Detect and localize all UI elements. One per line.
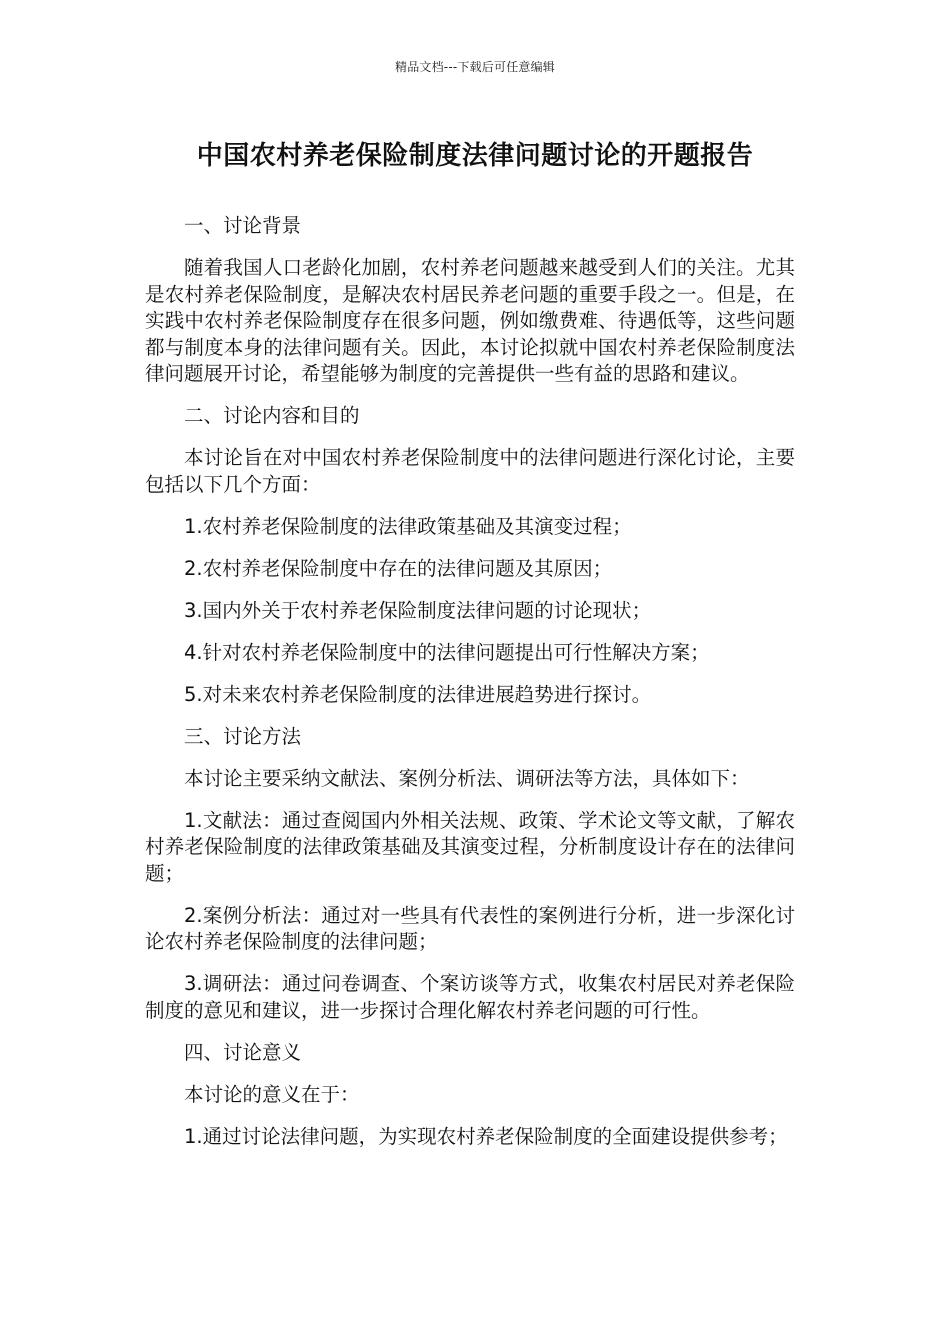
section-heading-background: 一、讨论背景 [184, 214, 302, 237]
paragraph-methods-intro: 本讨论主要采纳文献法、案例分析法、调研法等方法，具体如下： [184, 766, 750, 790]
paragraph-content-intro: 本讨论旨在对中国农村养老保险制度中的法律问题进行深化讨论，主要包括以下几个方面： [145, 446, 795, 496]
list-item-significance-1: 1.通过讨论法律问题，为实现农村养老保险制度的全面建设提供参考； [184, 1124, 788, 1148]
document-title: 中国农村养老保险制度法律问题讨论的开题报告 [196, 141, 754, 171]
header-note: 精品文档---下载后可任意编辑 [395, 60, 555, 74]
list-item-content-4: 4.针对农村养老保险制度中的法律问题提出可行性解决方案； [184, 640, 710, 664]
document-body [145, 213, 795, 1166]
list-item-method-1: 1.文献法：通过查阅国内外相关法规、政策、学术论文等文献，了解农村养老保险制度的法律政策基础及其演变过程，分析制度设计存在的法律问题； [145, 808, 795, 885]
paragraph-significance-intro: 本讨论的意义在于： [184, 1082, 360, 1106]
paragraph-background: 随着我国人口老龄化加剧，农村养老问题越来越受到人们的关注。尤其是农村养老保险制度，是解决农村居民养老问题的重要手段之一。但是，在实践中农村养老保险制度存在很多问题，例如缴费难、待遇低等，这些问题都与制度本身的法律问题有关。因此，本讨论拟就中国农村养老保险制度法律问题展开讨论，希望能够为制度的完善提供一些有益的思路和建议。 [145, 256, 795, 385]
list-item-content-3: 3.国内外关于农村养老保险制度法律问题的讨论现状； [184, 598, 652, 622]
section-heading-methods: 三、讨论方法 [184, 724, 302, 748]
list-item-method-3: 3.调研法：通过问卷调查、个案访谈等方式，收集农村居民对养老保险制度的意见和建议，进一步探讨合理化解农村养老问题的可行性。 [145, 972, 795, 1022]
list-item-content-5: 5.对未来农村养老保险制度的法律进展趋势进行探讨。 [184, 682, 652, 706]
section-heading-significance: 四、讨论意义 [184, 1040, 302, 1064]
list-item-content-2: 2.农村养老保险制度中存在的法律问题及其原因； [184, 556, 613, 580]
list-item-content-1: 1.农村养老保险制度的法律政策基础及其演变过程； [184, 514, 632, 538]
section-heading-content: 二、讨论内容和目的 [184, 404, 360, 427]
list-item-method-2: 2.案例分析法：通过对一些具有代表性的案例进行分析，进一步深化讨论农村养老保险制度的法律问题； [145, 903, 795, 953]
